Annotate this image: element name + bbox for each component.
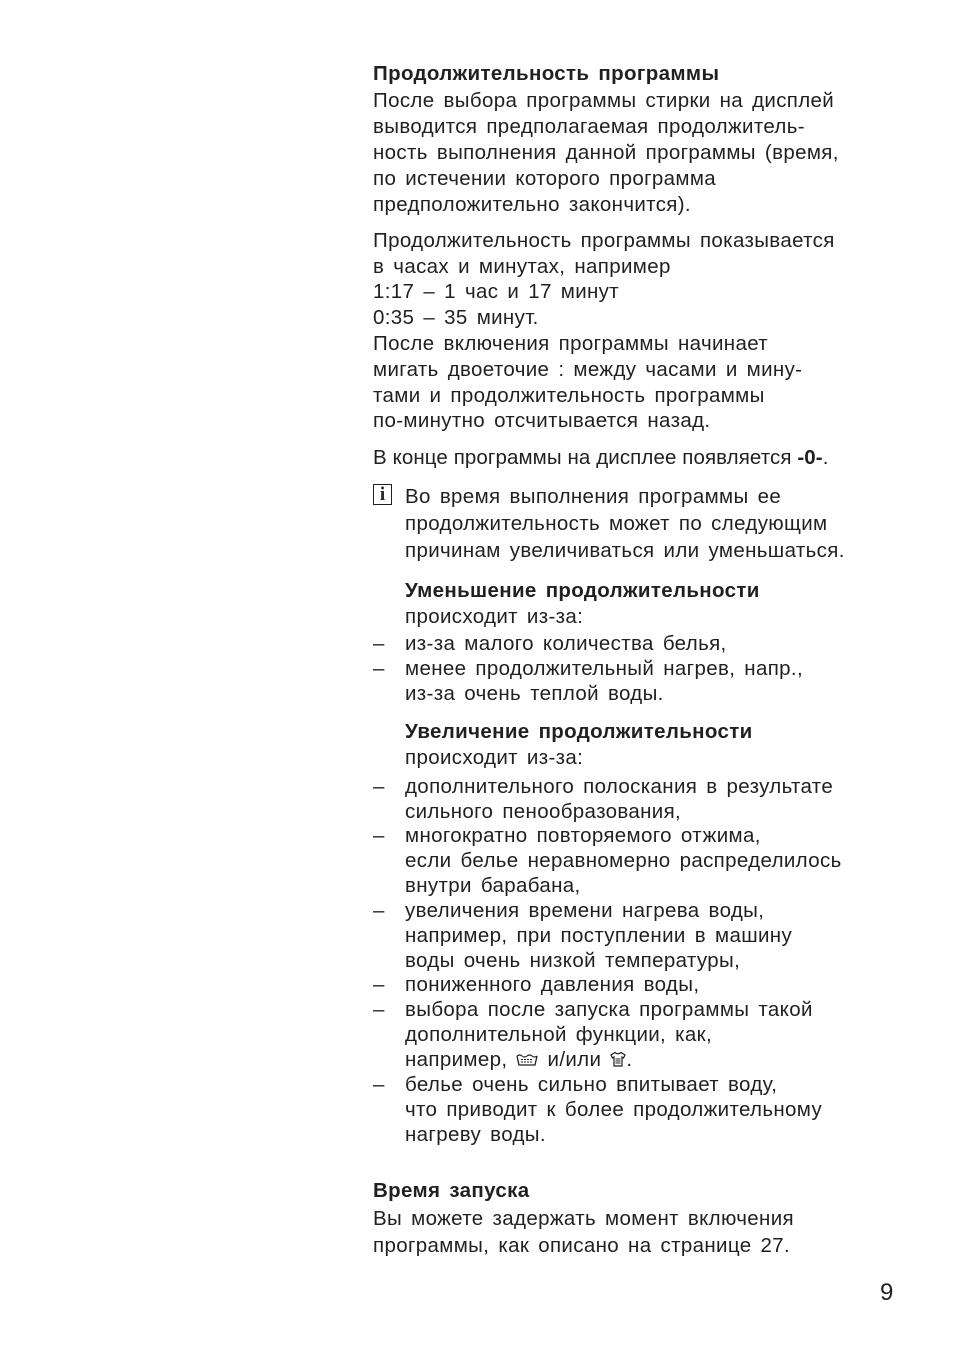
text-line: выводится предполагаемая продолжитель- xyxy=(373,115,805,138)
list-item: увеличения времени нагрева воды, xyxy=(405,899,765,922)
section-heading-duration: Продолжительность программы xyxy=(373,62,720,85)
list-item-continuation: дополнительной функции, как, xyxy=(405,1023,713,1046)
end-of-program-line xyxy=(373,445,829,471)
text: и/или xyxy=(538,1048,611,1071)
page-number: 9 xyxy=(880,1279,894,1306)
bullet-dash: – xyxy=(373,657,385,680)
bullet-dash: – xyxy=(373,899,385,922)
list-item-continuation: что приводит к более продолжительному xyxy=(405,1098,823,1121)
info-text-line: причинам увеличиваться или уменьшаться. xyxy=(405,539,845,562)
list-item: менее продолжительный нагрев, напр., xyxy=(405,657,804,680)
info-icon: i xyxy=(373,484,392,505)
bullet-dash: – xyxy=(373,998,385,1021)
text-line: по истечении которого программа xyxy=(373,167,717,190)
water-plus-icon xyxy=(516,1048,538,1074)
text-line: тами и продолжительность программы xyxy=(373,384,765,407)
text-line: После выбора программы стирки на дисплей xyxy=(373,89,835,112)
easy-iron-shirt-icon xyxy=(610,1048,626,1074)
text-line: 0:35 – 35 минут. xyxy=(373,306,539,329)
list-item-continuation-symbols xyxy=(405,1047,632,1074)
list-item: пониженного давления воды, xyxy=(405,973,700,996)
list-item: дополнительного полоскания в результате xyxy=(405,775,834,798)
text-line: в часах и минутах, например xyxy=(373,255,671,278)
text-line: 1:17 – 1 час и 17 минут xyxy=(373,280,620,303)
list-item-continuation: из-за очень теплой воды. xyxy=(405,682,664,705)
bullet-dash: – xyxy=(373,775,385,798)
bullet-dash: – xyxy=(373,824,385,847)
text-line: ность выполнения данной программы (время, xyxy=(373,141,839,164)
list-item-continuation: воды очень низкой температуры, xyxy=(405,949,741,972)
bullet-dash: – xyxy=(373,632,385,655)
list-item-continuation: нагреву воды. xyxy=(405,1123,546,1146)
info-text-line: продолжительность может по следующим xyxy=(405,512,828,535)
list-item-continuation: например, при поступлении в машину xyxy=(405,924,793,947)
text-line: предположительно закончится). xyxy=(373,193,691,216)
text-line: мигать двоеточие : между часами и мину- xyxy=(373,358,803,381)
text-line: После включения программы начинает xyxy=(373,332,769,355)
list-item: выбора после запуска программы такой xyxy=(405,998,813,1021)
list-item: из-за малого количества белья, xyxy=(405,632,727,655)
text-line: Продолжительность программы показывается xyxy=(373,229,835,252)
list-item-continuation: сильного пенообразования, xyxy=(405,800,682,823)
text-line: происходит из-за: xyxy=(405,746,584,769)
text: В конце программы на дисплее появляется xyxy=(373,446,798,469)
list-item-continuation: внутри барабана, xyxy=(405,874,581,897)
display-zero-code: -0- xyxy=(797,446,823,469)
subheading-increase: Увеличение продолжительности xyxy=(405,720,753,743)
text: . xyxy=(822,446,829,469)
list-item: белье очень сильно впитывает воду, xyxy=(405,1073,778,1096)
text-line: происходит из-за: xyxy=(405,605,584,628)
text-line: Вы можете задержать момент включения xyxy=(373,1207,794,1230)
section-heading-start-time: Время запуска xyxy=(373,1179,530,1202)
bullet-dash: – xyxy=(373,1073,385,1096)
text: например, xyxy=(405,1048,517,1071)
bullet-dash: – xyxy=(373,973,385,996)
list-item-continuation: если белье неравномерно распределилось xyxy=(405,849,842,872)
text: . xyxy=(626,1048,633,1071)
info-text-line: Во время выполнения программы ее xyxy=(405,485,782,508)
text-line: по-минутно отсчитывается назад. xyxy=(373,409,711,432)
subheading-decrease: Уменьшение продолжительности xyxy=(405,579,760,602)
list-item: многократно повторяемого отжима, xyxy=(405,824,761,847)
text-line: программы, как описано на странице 27. xyxy=(373,1234,791,1257)
